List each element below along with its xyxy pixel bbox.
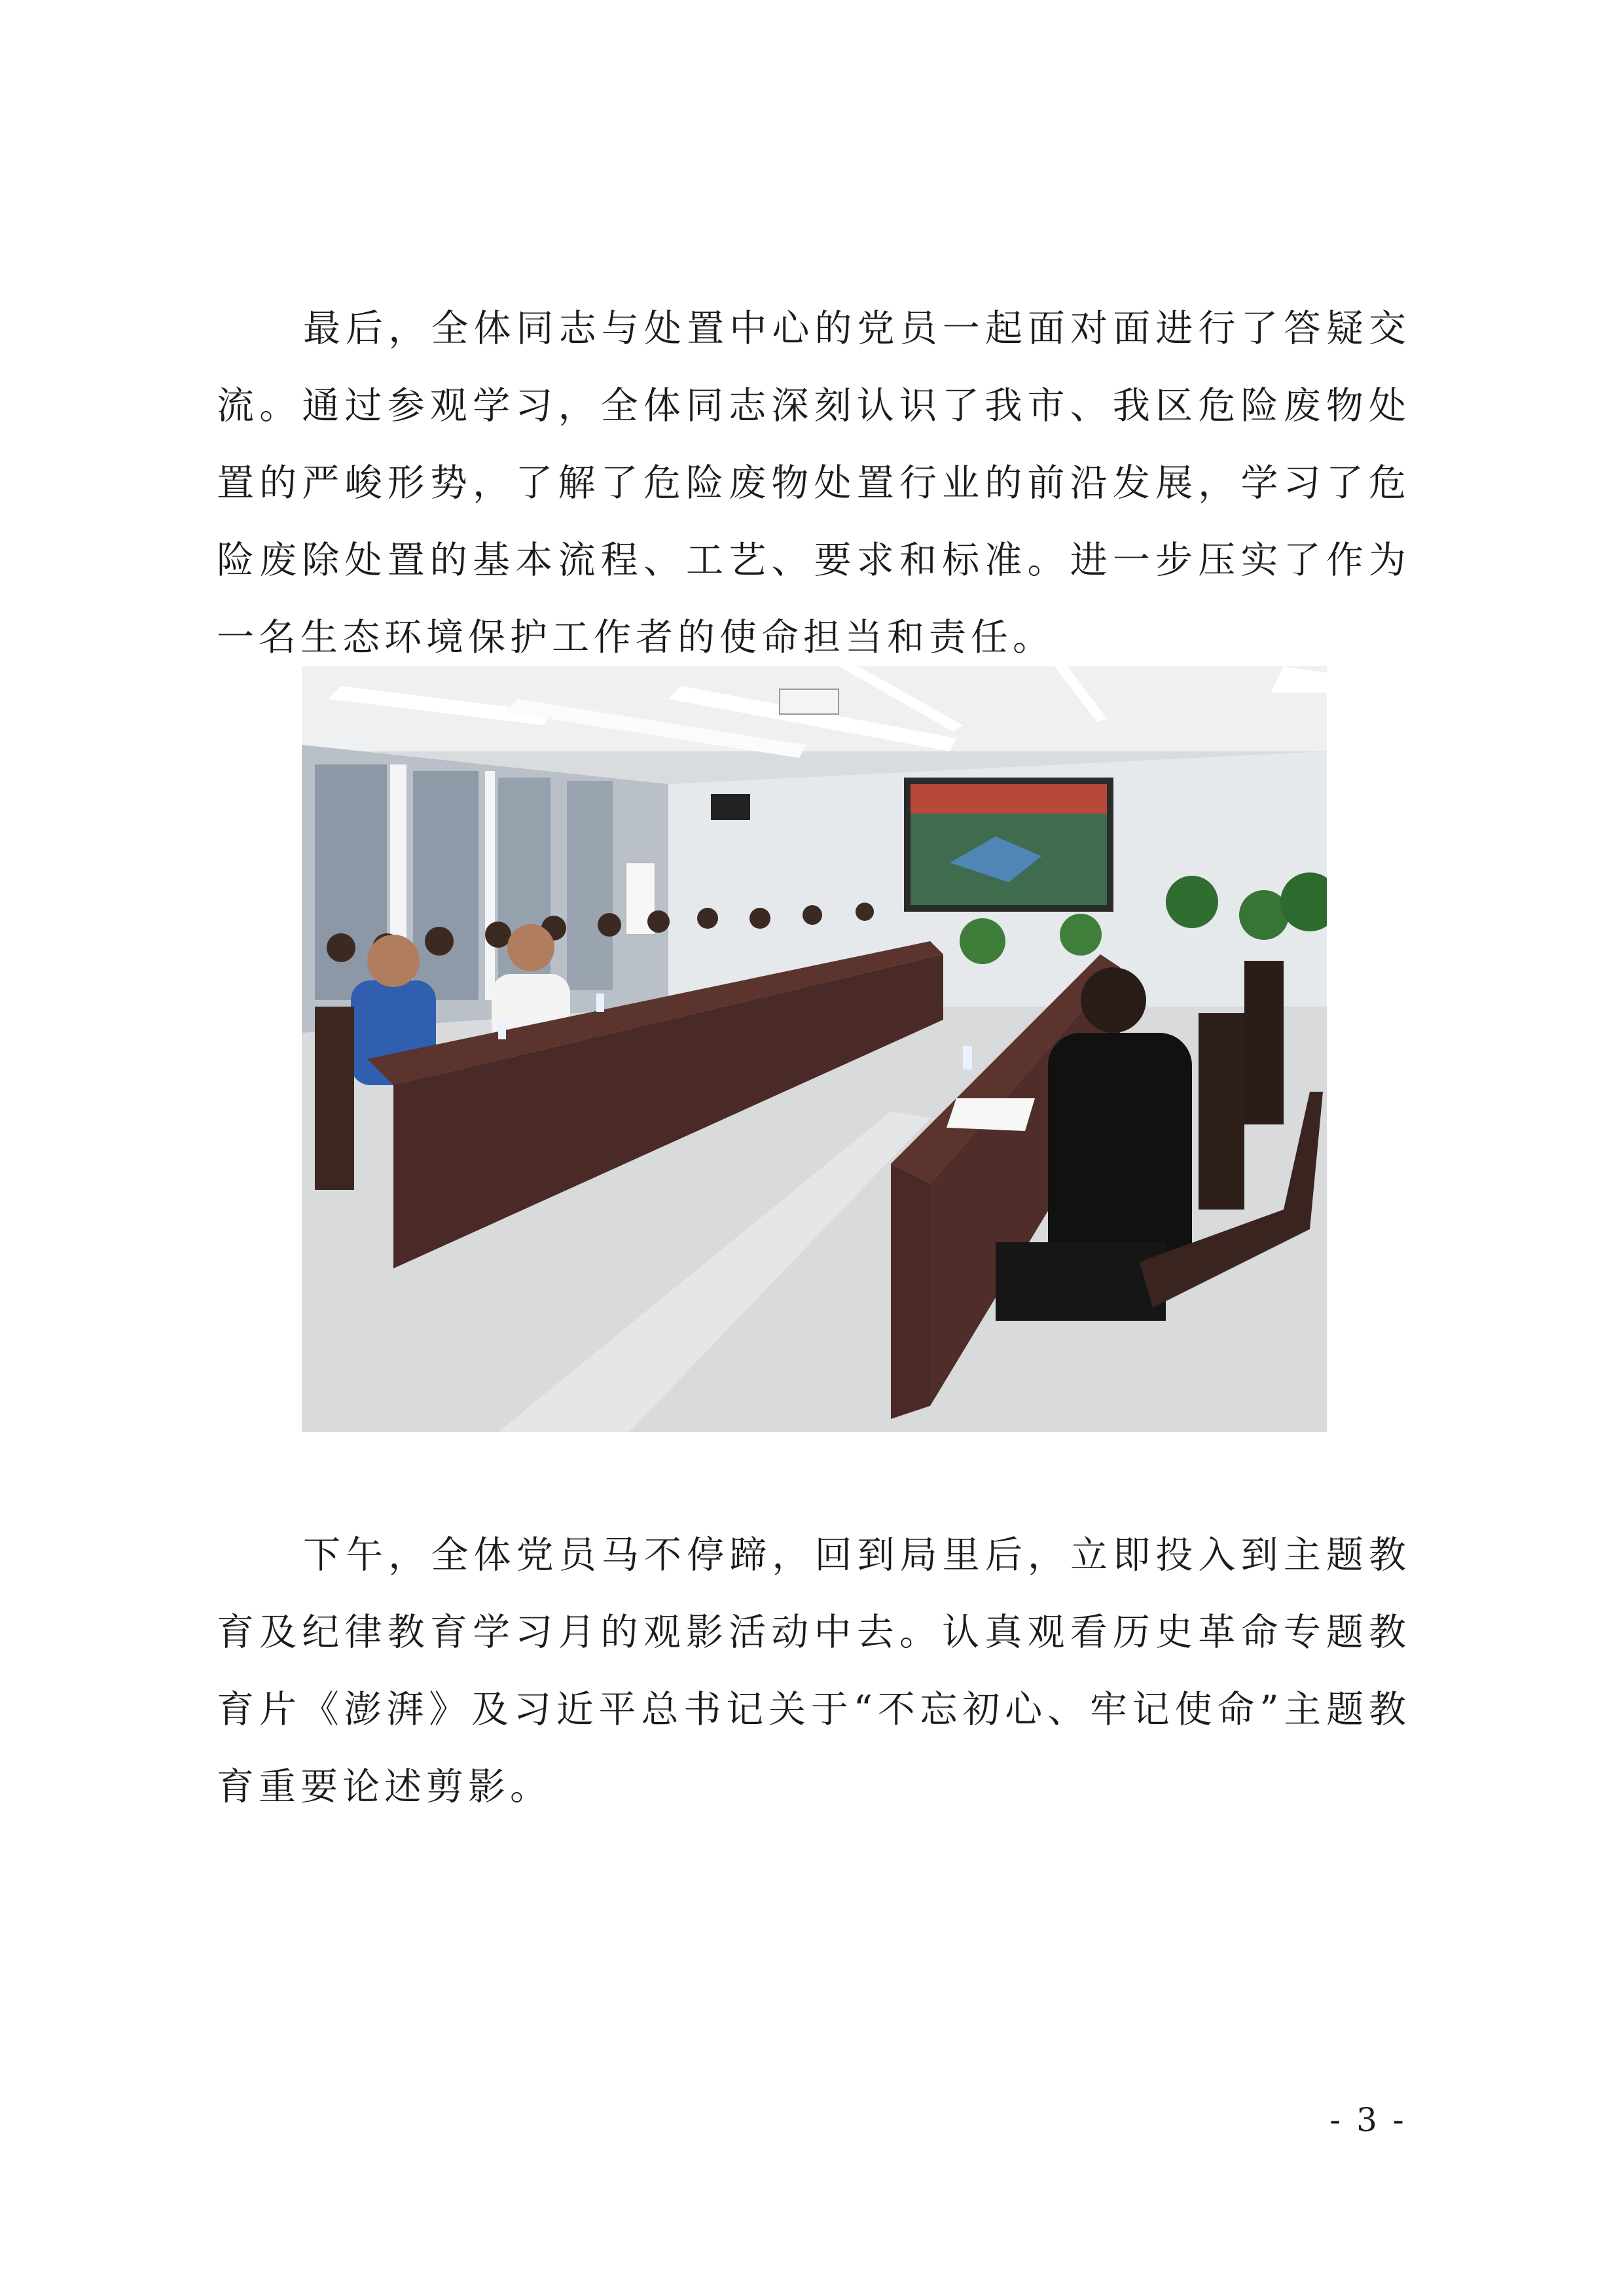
body-paragraph-2: 下午，全体党员马不停蹄，回到局里后，立即投入到主题教育及纪律教育学习月的观影活动中去。认真观看历史革命专题教育片《澎湃》及习近平总书记关于“不忘初心、牢记使命”主题教育重要论述剪影。: [217, 1534, 1411, 1808]
body-paragraph-1: 最后，全体同志与处置中心的党员一起面对面进行了答疑交流。通过参观学习，全体同志深刻认识了我市、我区危险废物处置的严峻形势，了解了危险废物处置行业的前沿发展，学习了危险废除处置的基本流程、工艺、要求和标准。进一步压实了作为一名生态环境保护工作者的使命担当和责任。: [217, 307, 1411, 659]
meeting-room-illustration: [302, 666, 1327, 1432]
page-number: - 3 -: [1329, 2101, 1407, 2139]
meeting-room-photo: [302, 666, 1327, 1432]
